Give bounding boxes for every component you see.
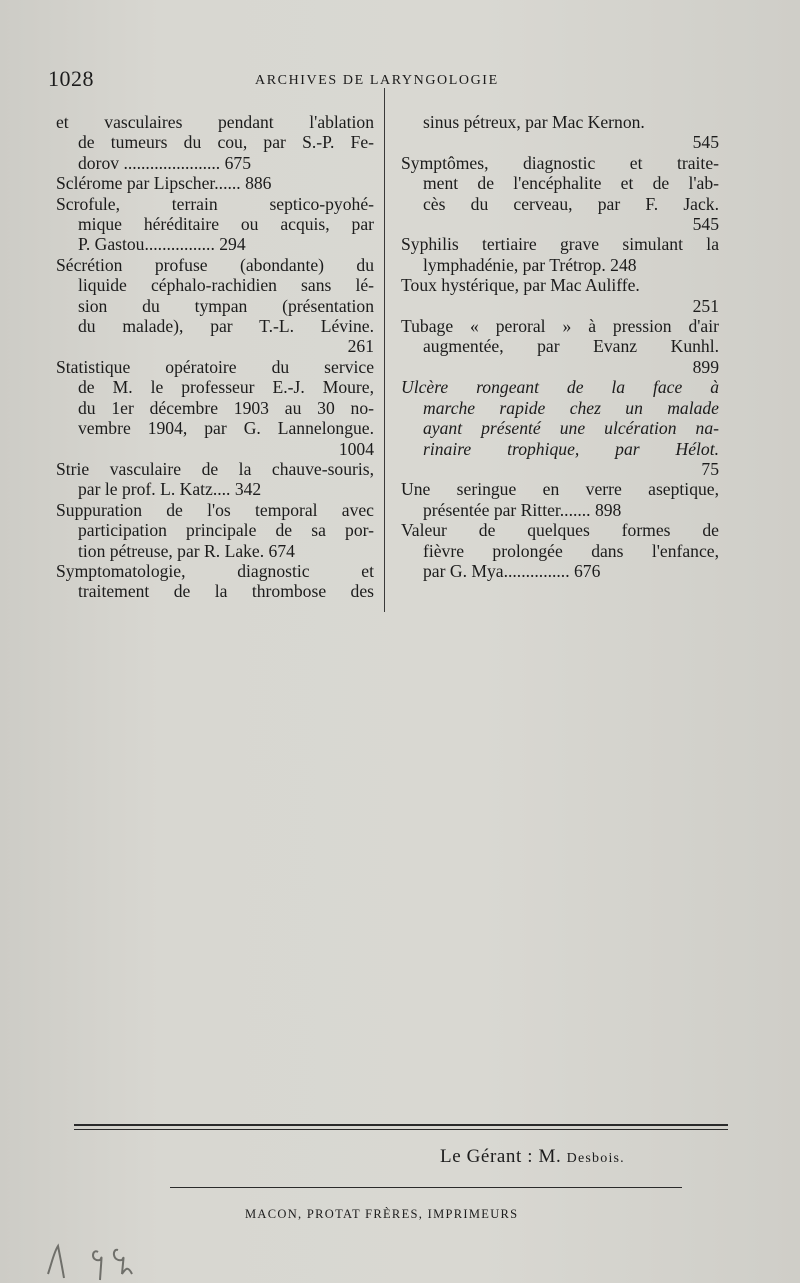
entry-line: Suppuration de l'os temporal avec bbox=[56, 499, 374, 520]
page-reference: 545 bbox=[692, 132, 719, 153]
entry-line: Symptômes, diagnostic et traite- bbox=[401, 152, 719, 173]
entry-line: P. Gastou................ 294 bbox=[78, 234, 246, 255]
footer-rule bbox=[170, 1187, 682, 1188]
index-entry bbox=[401, 153, 719, 235]
entry-line: participation principale de sa por- bbox=[78, 520, 374, 541]
index-entry bbox=[56, 194, 374, 255]
entry-line: Toux hystérique, par Mac Auliffe. bbox=[401, 275, 640, 296]
entry-line: Valeur de quelques formes de bbox=[401, 520, 719, 541]
index-entry bbox=[401, 520, 719, 581]
entry-line: Symptomatologie, diagnostic et bbox=[56, 560, 374, 581]
index-entry bbox=[401, 112, 719, 153]
entry-line: et vasculaires pendant l'ablation bbox=[56, 112, 374, 132]
entry-line: par le prof. L. Katz.... 342 bbox=[78, 479, 262, 500]
entry-line: mique héréditaire ou acquis, par bbox=[78, 214, 374, 235]
page-number: 1028 bbox=[48, 66, 94, 91]
entry-line: tion pétreuse, par R. Lake. 674 bbox=[78, 540, 295, 561]
index-column-left bbox=[56, 112, 374, 602]
page-reference: 251 bbox=[692, 295, 719, 316]
entry-line: dorov ...................... 675 bbox=[78, 152, 251, 173]
entry-line: traitement de la thrombose des bbox=[78, 581, 374, 602]
page-reference: 899 bbox=[692, 356, 719, 377]
entry-line: du 1er décembre 1903 au 30 no- bbox=[78, 397, 374, 418]
index-column-right bbox=[401, 112, 719, 581]
manager-signature-line bbox=[440, 1146, 625, 1168]
entry-line: Sécrétion profuse (abondante) du bbox=[56, 254, 374, 275]
double-rule-divider bbox=[74, 1124, 728, 1130]
entry-line: vembre 1904, par G. Lannelongue. bbox=[78, 418, 374, 439]
entry-line: rinaire trophique, par Hélot. bbox=[423, 438, 719, 459]
entry-line: cès du cerveau, par F. Jack. bbox=[423, 193, 719, 214]
entry-line: sion du tympan (présentation bbox=[78, 295, 374, 316]
page-reference: 545 bbox=[692, 214, 719, 235]
entry-line: par G. Mya............... 676 bbox=[423, 560, 601, 581]
entry-line: Ulcère rongeant de la face à bbox=[401, 377, 719, 398]
entry-line: ment de l'encéphalite et de l'ab- bbox=[423, 173, 719, 194]
entry-line: augmentée, par Evanz Kunhl. bbox=[423, 336, 719, 357]
index-entry bbox=[56, 459, 374, 500]
entry-line: liquide céphalo-rachidien sans lé- bbox=[78, 275, 374, 296]
running-head: ARCHIVES DE LARYNGOLOGIE bbox=[255, 73, 499, 88]
entry-line: Tubage « peroral » à pression d'air bbox=[401, 316, 719, 337]
index-entry bbox=[401, 377, 719, 479]
entry-line: sinus pétreux, par Mac Kernon. bbox=[423, 112, 645, 132]
index-entry bbox=[56, 500, 374, 561]
index-entry bbox=[56, 255, 374, 357]
entry-line: lymphadénie, par Trétrop. 248 bbox=[423, 254, 637, 275]
entry-line: du malade), par T.-L. Lévine. bbox=[78, 316, 374, 337]
index-entry bbox=[401, 234, 719, 275]
entry-line: présentée par Ritter....... 898 bbox=[423, 499, 622, 520]
entry-line: de M. le professeur E.-J. Moure, bbox=[78, 377, 374, 398]
page-reference: 75 bbox=[701, 458, 719, 479]
index-entry bbox=[401, 479, 719, 520]
entry-line: Strie vasculaire de la chauve-souris, bbox=[56, 458, 374, 479]
index-entry bbox=[56, 173, 374, 193]
index-entry bbox=[401, 275, 719, 316]
entry-line: fièvre prolongée dans l'enfance, bbox=[423, 540, 719, 561]
entry-line: Statistique opératoire du service bbox=[56, 356, 374, 377]
entry-line: Une seringue en verre aseptique, bbox=[401, 479, 719, 500]
page-reference: 1004 bbox=[338, 438, 374, 459]
entry-line: ayant présenté une ulcération na- bbox=[423, 418, 719, 439]
index-entry bbox=[401, 316, 719, 377]
printer-imprint: MACON, PROTAT FRÈRES, IMPRIMEURS bbox=[245, 1207, 519, 1221]
manager-name: Desbois. bbox=[566, 1151, 625, 1166]
index-entry bbox=[56, 561, 374, 602]
column-divider bbox=[384, 88, 385, 612]
manager-label: Le Gérant : M. bbox=[440, 1146, 562, 1167]
entry-line: Syphilis tertiaire grave simulant la bbox=[401, 234, 719, 255]
entry-line: Sclérome par Lipscher...... 886 bbox=[56, 173, 272, 194]
handwritten-mark bbox=[40, 1222, 150, 1282]
index-entry bbox=[56, 112, 374, 173]
index-entry bbox=[56, 357, 374, 459]
page-reference: 261 bbox=[347, 336, 374, 357]
entry-line: Scrofule, terrain septico-pyohé- bbox=[56, 193, 374, 214]
entry-line: de tumeurs du cou, par S.-P. Fe- bbox=[78, 132, 374, 153]
entry-line: marche rapide chez un malade bbox=[423, 397, 719, 418]
